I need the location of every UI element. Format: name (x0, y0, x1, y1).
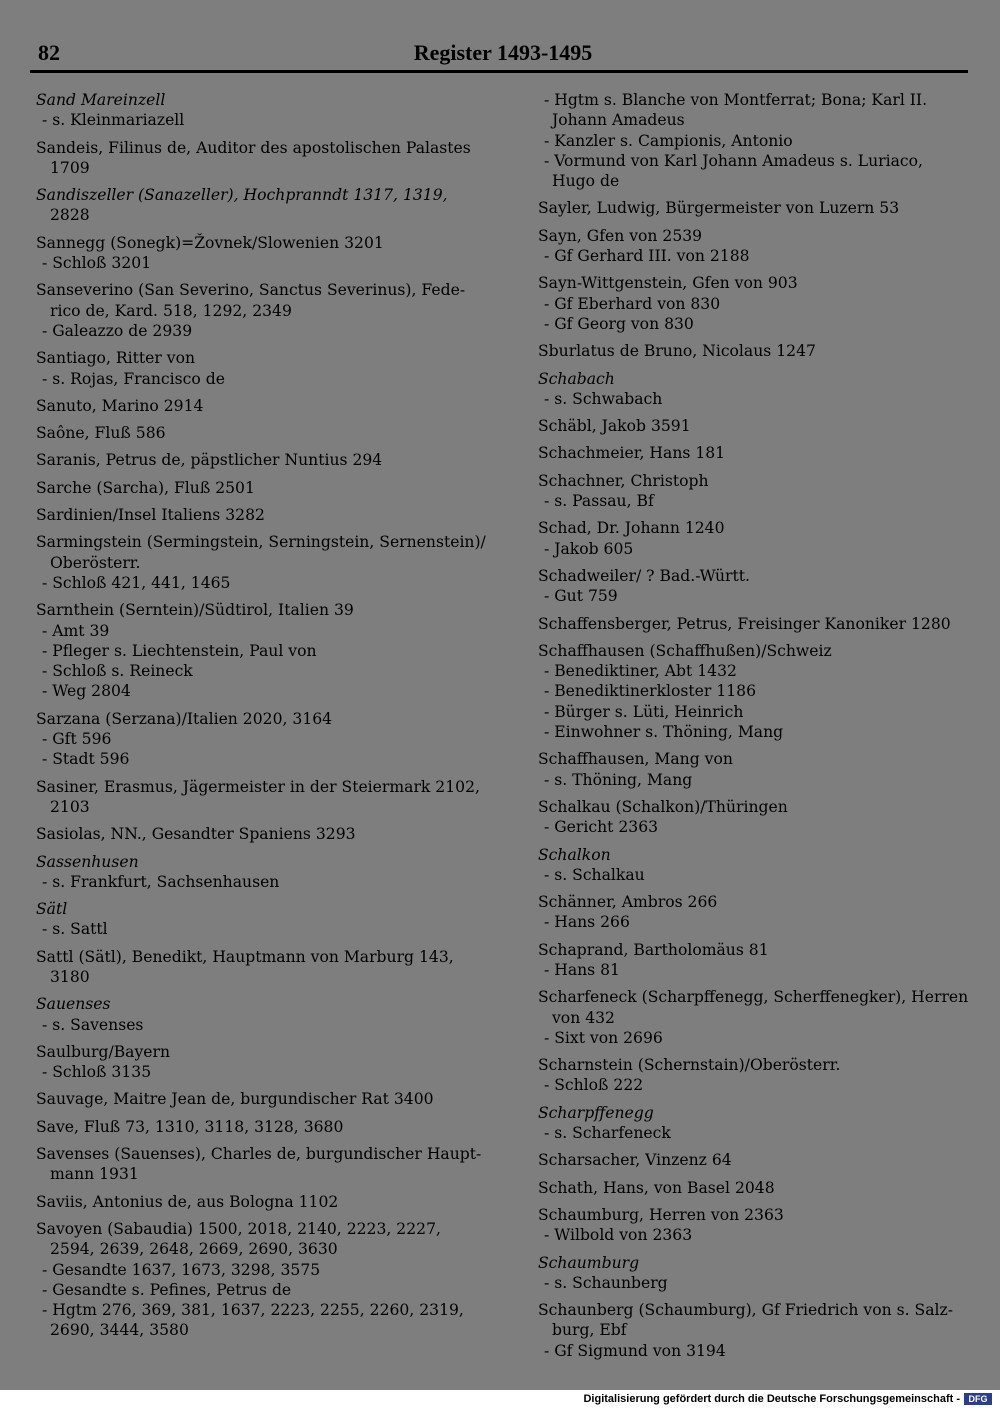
entry-heading: Sarnthein (Serntein)/Südtirol, Italien 39 (36, 601, 354, 620)
entry-heading: Sandeis, Filinus de, Auditor des apostolischen Palastes (36, 138, 471, 157)
entry-heading: Schadweiler/ ? Bad.-Württ. (538, 566, 750, 585)
index-entry (530, 1178, 975, 1198)
entry-heading: Schaffensberger, Petrus, Freisinger Kanoniker 1280 (538, 614, 951, 633)
entry-heading: Scharfeneck (Scharpffenegg, Scherffenegker), Herren (538, 988, 969, 1007)
entry-heading: Sauvage, Maitre Jean de, burgundischer Rat 3400 (36, 1090, 434, 1109)
entry-heading: Sburlatus de Bruno, Nicolaus 1247 (538, 342, 816, 361)
index-entry (530, 226, 975, 267)
index-entry (28, 138, 480, 179)
index-entry (530, 1055, 975, 1096)
index-entry (530, 641, 975, 742)
entry-continuation: burg, Ebf (552, 1321, 627, 1340)
entry-continuation: 3180 (50, 967, 90, 986)
index-entry (28, 899, 480, 940)
entry-subentry: - s. Thöning, Mang (544, 770, 693, 789)
index-entry (28, 396, 480, 416)
left-column (28, 90, 486, 1348)
entry-heading: Sarmingstein (Sermingstein, Serningstein, Sernenstein)/ (36, 533, 486, 552)
index-entry (530, 369, 975, 410)
entry-heading: Sanseverino (San Severino, Sanctus Severinus), Fede- (36, 281, 466, 300)
entry-subentry: - Gericht 2363 (544, 818, 659, 837)
entry-continuation: 1709 (50, 158, 90, 177)
entry-subentry: - Gft 596 (42, 730, 112, 749)
entry-heading: Save, Fluß 73, 1310, 3118, 3128, 3680 (36, 1117, 344, 1136)
entry-heading: Scharpffenegg (538, 1103, 654, 1122)
entry-heading: Schachmeier, Hans 181 (538, 444, 726, 463)
index-entry (530, 471, 975, 512)
entry-heading: Sanuto, Marino 2914 (36, 396, 204, 415)
index-entry (28, 90, 480, 131)
entry-subentry: - Jakob 605 (544, 539, 634, 558)
entry-subentry: - Hans 266 (544, 913, 630, 932)
entry-continuation: Johann Amadeus (552, 111, 685, 130)
entry-subentry: - Schloß 421, 441, 1465 (42, 573, 231, 592)
entry-heading: Santiago, Ritter von (36, 349, 195, 368)
index-entry (530, 1300, 975, 1361)
entry-continuation: mann 1931 (50, 1165, 139, 1184)
entry-subentry: - Gesandte s. Pefines, Petrus de (42, 1280, 292, 1299)
entry-subentry: - Schloß 222 (544, 1076, 644, 1095)
entry-subentry: - Hgtm s. Blanche von Montferrat; Bona; Karl II. (544, 91, 928, 109)
entry-subentry: - s. Frankfurt, Sachsenhausen (42, 872, 280, 891)
entry-continuation: Oberösterr. (50, 553, 141, 572)
entry-heading: Saulburg/Bayern (36, 1042, 171, 1061)
entry-continuation: 2594, 2639, 2648, 2669, 2690, 3630 (50, 1240, 338, 1259)
entry-subentry: - s. Scharfeneck (544, 1124, 671, 1143)
entry-subentry: - Vormund von Karl Johann Amadeus s. Luriaco, (544, 151, 923, 170)
entry-subentry: - Kanzler s. Campionis, Antonio (544, 131, 793, 150)
entry-subentry: - Schloß 3201 (42, 254, 152, 273)
index-entry (28, 233, 480, 274)
entry-subentry: - Gf Eberhard von 830 (544, 294, 721, 313)
running-title: Register 1493-1495 (413, 40, 593, 65)
entry-continuation: rico de, Kard. 518, 1292, 2349 (50, 301, 292, 320)
entry-heading: Schath, Hans, von Basel 2048 (538, 1178, 775, 1197)
entry-subentry: - s. Savenses (42, 1015, 144, 1034)
index-entry (28, 1219, 480, 1341)
index-entry (28, 947, 480, 988)
index-entry (530, 940, 975, 981)
index-entry (530, 443, 975, 463)
index-entry (530, 1205, 975, 1246)
entry-continuation: 2828 (50, 206, 90, 225)
index-entry (28, 423, 480, 443)
entry-heading: Sattl (Sätl), Benedikt, Hauptmann von Marburg 143, (36, 947, 454, 966)
index-entry (530, 749, 975, 790)
index-entry (28, 450, 480, 470)
entry-heading: Sand Mareinzell (36, 91, 166, 109)
entry-subentry: - Amt 39 (42, 621, 110, 640)
index-entry (28, 185, 480, 226)
index-entry (28, 1192, 480, 1212)
index-entry (28, 777, 480, 818)
funding-note: Digitalisierung gefördert durch die Deutsche Forschungsgemeinschaft - (583, 1393, 960, 1405)
entry-subentry: - Galeazzo de 2939 (42, 321, 193, 340)
entry-heading: Schäbl, Jakob 3591 (538, 417, 691, 436)
entry-heading: Scharnstein (Schernstain)/Oberösterr. (538, 1056, 841, 1075)
entry-heading: Schachner, Christoph (538, 471, 709, 490)
entry-heading: Sayn-Wittgenstein, Gfen von 903 (538, 274, 798, 293)
index-entry (530, 518, 975, 559)
entry-continuation: Hugo de (552, 172, 620, 191)
entry-subentry: - Schloß s. Reineck (42, 662, 193, 681)
index-entry (28, 1089, 480, 1109)
entry-heading: Schänner, Ambros 266 (538, 893, 718, 912)
entry-subentry: - s. Schaunberg (544, 1273, 668, 1292)
entry-heading: Sayn, Gfen von 2539 (538, 226, 703, 245)
right-column (530, 90, 975, 1368)
entry-heading: Sannegg (Sonegk)=Žovnek/Slowenien 3201 (36, 233, 384, 252)
index-entry (530, 987, 975, 1048)
index-entry (530, 1103, 975, 1144)
index-entry (530, 614, 975, 634)
index-entry (530, 797, 975, 838)
entry-heading: Sasiolas, NN., Gesandter Spaniens 3293 (36, 825, 356, 844)
entry-continuation: 2690, 3444, 3580 (50, 1321, 189, 1340)
entry-subentry: - Weg 2804 (42, 682, 131, 701)
entry-heading: Sandiszeller (Sanazeller), Hochpranndt 1317, 1319, (36, 186, 448, 205)
entry-heading: Schabach (538, 369, 615, 388)
entry-heading: Sardinien/Insel Italiens 3282 (36, 506, 265, 525)
index-entry (28, 600, 480, 701)
page-number: 82 (38, 40, 60, 65)
entry-subentry: - Gesandte 1637, 1673, 3298, 3575 (42, 1260, 321, 1279)
index-entry (530, 892, 975, 933)
entry-heading: Schaprand, Bartholomäus 81 (538, 940, 769, 959)
entry-subentry: - Einwohner s. Thöning, Mang (544, 723, 784, 742)
entry-heading: Sarzana (Serzana)/Italien 2020, 3164 (36, 709, 333, 728)
index-entry (530, 566, 975, 607)
entry-heading: Sayler, Ludwig, Bürgermeister von Luzern 53 (538, 199, 900, 218)
entry-heading: Saviis, Antonius de, aus Bologna 1102 (36, 1192, 339, 1211)
entry-subentry: - Pfleger s. Liechtenstein, Paul von (42, 641, 317, 660)
entry-subentry: - Stadt 596 (42, 750, 130, 769)
entry-subentry: - s. Rojas, Francisco de (42, 369, 225, 388)
index-entry (28, 280, 480, 341)
header-rule (30, 70, 968, 73)
index-entry (530, 90, 975, 191)
entry-subentry: - Benediktinerkloster 1186 (544, 682, 757, 701)
entry-heading: Sasiner, Erasmus, Jägermeister in der Steiermark 2102, (36, 777, 480, 796)
entry-heading: Schaumburg (538, 1253, 640, 1272)
page-header (38, 40, 968, 70)
entry-heading: Schalkau (Schalkon)/Thüringen (538, 797, 788, 816)
entry-subentry: - Gf Gerhard III. von 2188 (544, 247, 750, 266)
entry-heading: Schaffhausen (Schaffhußen)/Schweiz (538, 641, 832, 660)
index-entry (28, 994, 480, 1035)
entry-heading: Sätl (36, 900, 68, 919)
entry-heading: Savoyen (Sabaudia) 1500, 2018, 2140, 2223, 2227, (36, 1219, 441, 1238)
entry-heading: Schaffhausen, Mang von (538, 750, 733, 769)
index-entry (28, 709, 480, 770)
entry-continuation: von 432 (552, 1008, 615, 1027)
entry-subentry: - Hgtm 276, 369, 381, 1637, 2223, 2255, 2260, 2319, (42, 1301, 464, 1320)
entry-heading: Schaunberg (Schaumburg), Gf Friedrich von s. Salz- (538, 1301, 953, 1320)
index-entry (28, 532, 486, 593)
index-entry (28, 348, 480, 389)
entry-subentry: - Benediktiner, Abt 1432 (544, 662, 737, 681)
index-entry (530, 845, 975, 886)
entry-subentry: - Gf Georg von 830 (544, 314, 694, 333)
entry-heading: Schad, Dr. Johann 1240 (538, 519, 725, 538)
index-entry (530, 1150, 975, 1170)
index-entry (28, 1144, 480, 1185)
entry-heading: Scharsacher, Vinzenz 64 (538, 1151, 732, 1170)
entry-subentry: - Wilbold von 2363 (544, 1226, 693, 1245)
index-entry (530, 341, 975, 361)
entry-subentry: - s. Sattl (42, 920, 108, 939)
index-entry (28, 1042, 480, 1083)
entry-heading: Schalkon (538, 845, 611, 864)
index-entry (530, 416, 975, 436)
entry-heading: Saranis, Petrus de, päpstlicher Nuntius 294 (36, 451, 383, 470)
entry-subentry: - Hans 81 (544, 960, 620, 979)
entry-continuation: 2103 (50, 797, 90, 816)
index-entry (28, 478, 480, 498)
entry-subentry: - Schloß 3135 (42, 1063, 152, 1082)
index-entry (28, 824, 480, 844)
entry-heading: Schaumburg, Herren von 2363 (538, 1205, 784, 1224)
dfg-logo: DFG (964, 1393, 992, 1405)
entry-heading: Sassenhusen (36, 852, 139, 871)
entry-subentry: - Gf Sigmund von 3194 (544, 1341, 726, 1360)
entry-subentry: - Gut 759 (544, 587, 618, 606)
entry-subentry: - s. Kleinmariazell (42, 111, 185, 130)
index-entry (530, 273, 975, 334)
index-entry (28, 852, 480, 893)
entry-heading: Sarche (Sarcha), Fluß 2501 (36, 478, 255, 497)
index-entry (530, 198, 975, 218)
entry-subentry: - Sixt von 2696 (544, 1028, 663, 1047)
entry-subentry: - Bürger s. Lüti, Heinrich (544, 702, 744, 721)
index-entry (28, 505, 480, 525)
index-entry (530, 1253, 975, 1294)
footer (0, 1390, 1000, 1409)
index-entry (28, 1117, 480, 1137)
entry-heading: Saône, Fluß 586 (36, 424, 166, 443)
entry-subentry: - s. Schalkau (544, 865, 645, 884)
entry-heading: Sauenses (36, 995, 111, 1014)
entry-subentry: - s. Passau, Bf (544, 492, 654, 511)
entry-subentry: - s. Schwabach (544, 389, 663, 408)
entry-heading: Savenses (Sauenses), Charles de, burgundischer Haupt- (36, 1145, 482, 1164)
